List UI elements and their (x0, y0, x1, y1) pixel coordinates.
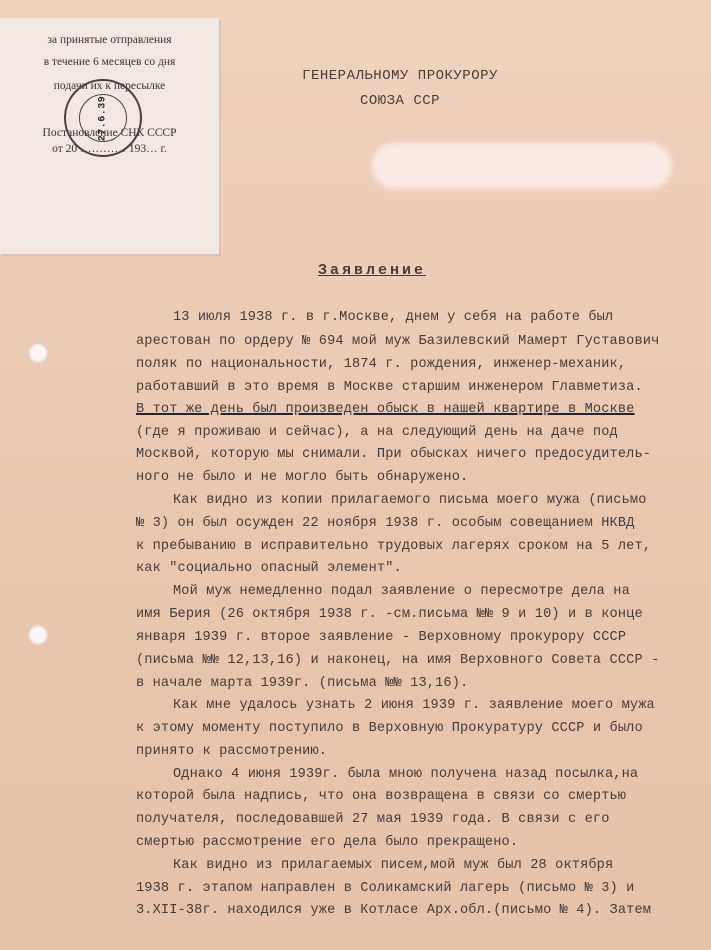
body-line: в начале марта 1939г. (письма №№ 13,16). (136, 676, 469, 691)
postmark-inner-ring (79, 94, 127, 142)
addressee-line-2: СОЮЗА ССР (359, 93, 441, 109)
body-line: получателя, последовавшей 27 мая 1939 года. В связи с его (136, 812, 610, 827)
slip-line: в течение 6 месяцев со дня (43, 56, 176, 68)
body-line: работавший в это время в Москве старшим инженером Главметиза. (136, 380, 643, 395)
postmark-stamp (64, 79, 142, 157)
body-line: Как мне удалось узнать 2 июня 1939 г. заявление моего мужа (173, 698, 655, 713)
punch-hole-bottom (28, 625, 48, 645)
body-line: к пребыванию в исправительно трудовых лагерях сроком на 5 лет, (136, 539, 652, 554)
body-line-underlined: В тот же день был произведен обыск в нашей квартире в Москве (136, 402, 635, 417)
body-line: Как видно из копии прилагаемого письма моего мужа (письмо (173, 493, 647, 508)
body-line: 3.XII-38г. находился уже в Котласе Арх.обл.(письмо № 4). Затем (136, 903, 652, 918)
slip-line: Постановление СНК СССР (42, 127, 177, 139)
body-line: (письма №№ 12,13,16) и наконец, на имя Верховного Совета СССР - (136, 653, 660, 668)
slip-line: за принятые отправления (47, 34, 172, 46)
postmark-date: 27.6.39 (97, 95, 109, 141)
slip-line: от 20 ………… 193… г. (52, 143, 167, 155)
body-line: принято к рассмотрению. (136, 744, 328, 759)
body-line: смертью рассмотрение его дела было прекращено. (136, 835, 519, 850)
redacted-area (372, 143, 672, 189)
postal-stamp-slip (0, 18, 219, 254)
body-line: Однако 4 июня 1939г. была мною получена назад посылка,на (173, 767, 639, 782)
punch-hole-top (28, 343, 48, 363)
body-line: поляк по национальности, 1874 г. рождения, инженер-механик, (136, 357, 627, 372)
body-line: ного не было и не могло быть обнаружено. (136, 470, 469, 485)
body-line: № 3) он был осужден 22 ноября 1938 г. особым совещанием НКВД (136, 516, 635, 531)
body-line: имя Берия (26 октября 1938 г. -см.письма №№ 9 и 10) и в конце (136, 607, 643, 622)
body-line: (где я проживаю и сейчас), а на следующий день на даче под (136, 425, 618, 440)
slip-line: подачи их к пересылке (53, 80, 166, 92)
document-title: Заявление (318, 262, 427, 279)
body-line: к этому моменту поступило в Верховную Прокуратуру СССР и было (136, 721, 643, 736)
body-line: Мой муж немедленно подал заявление о пересмотре дела на (173, 584, 630, 599)
addressee-line-1: ГЕНЕРАЛЬНОМУ ПРОКУРОРУ (302, 68, 498, 84)
body-line: арестован по ордеру № 694 мой муж Базилевский Мамерт Густавович (136, 334, 660, 349)
body-line: которой была надпись, что она возвращена в связи со смертью (136, 789, 627, 804)
body-line: как "социально опасный элемент". (136, 561, 402, 576)
body-line: января 1939 г. второе заявление - Верховному прокурору СССР (136, 630, 627, 645)
body-line: 1938 г. этапом направлен в Соликамский лагерь (письмо № 3) и (136, 881, 635, 896)
body-line: Москвой, которую мы снимали. При обысках ничего предосудитель- (136, 447, 652, 462)
body-line: 13 июля 1938 г. в г.Москве, днем у себя на работе был (173, 310, 614, 325)
body-line: Как видно из прилагаемых писем,мой муж был 28 октября (173, 858, 614, 873)
